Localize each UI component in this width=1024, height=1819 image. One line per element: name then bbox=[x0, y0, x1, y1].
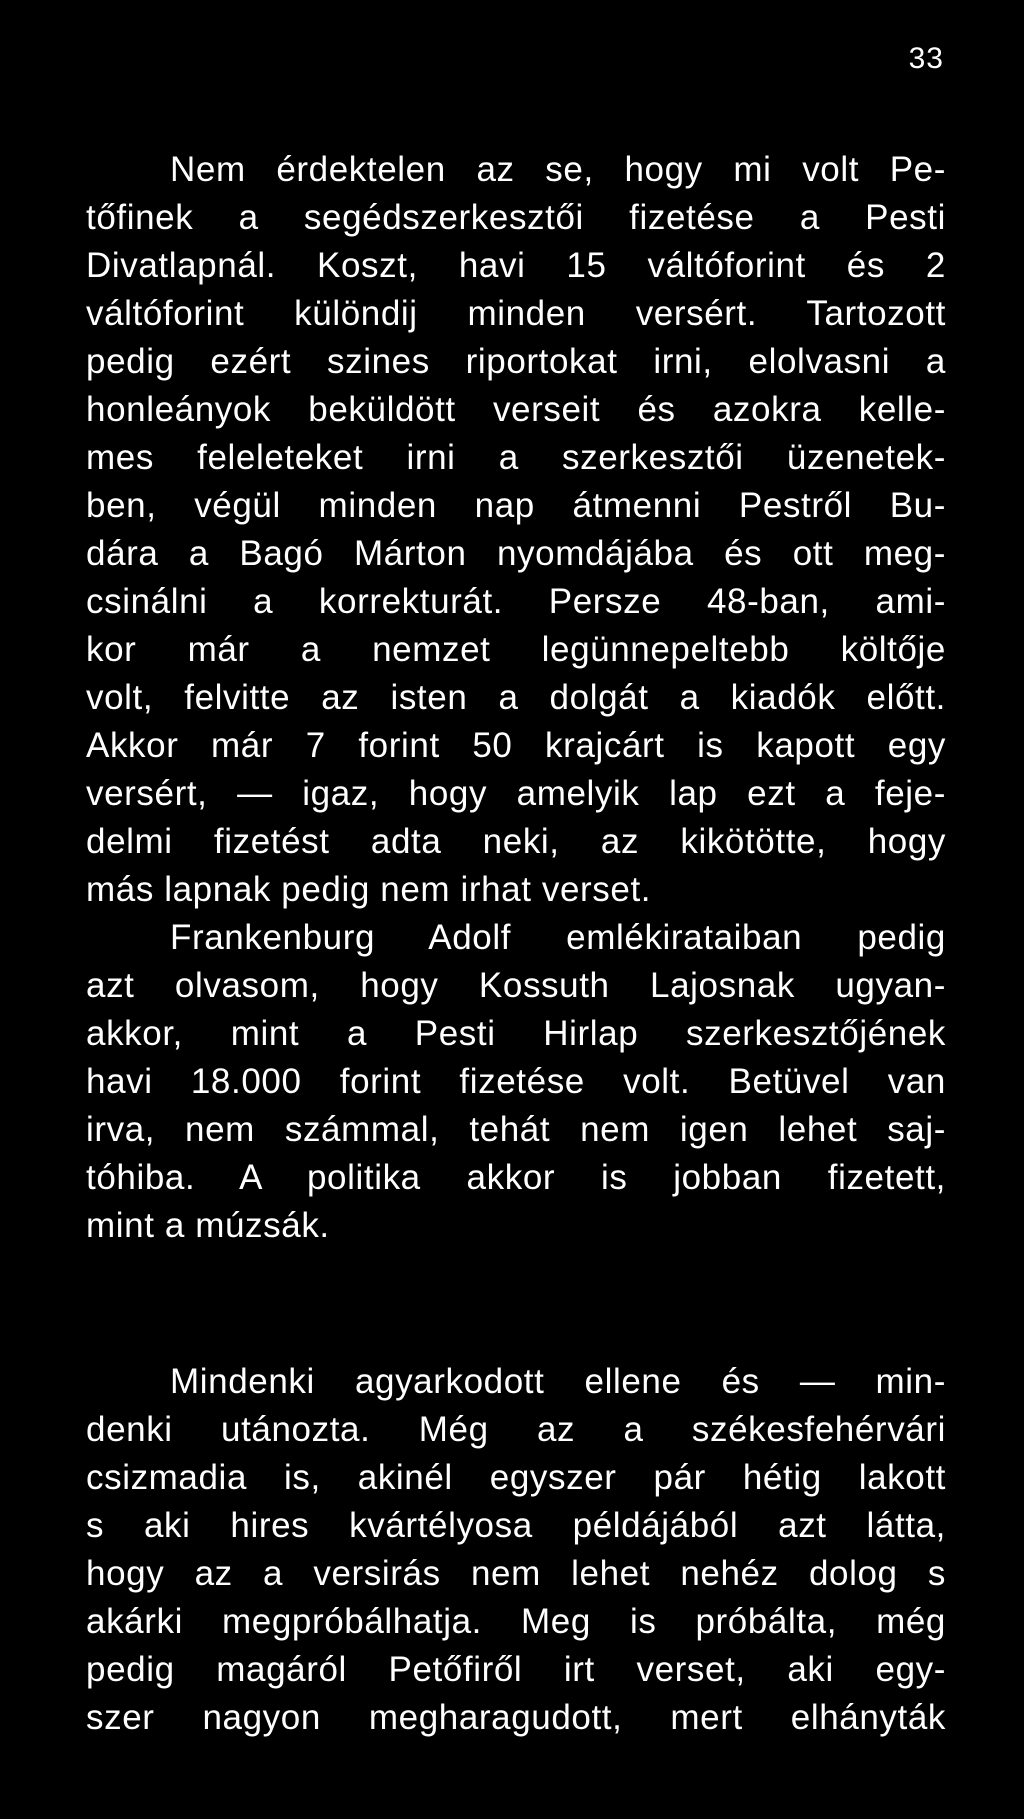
text-line: havi 18.000 forint fizetése volt. Betüvel van bbox=[86, 1062, 946, 1101]
text-line: csizmadia is, akinél egyszer pár hétig lakott bbox=[86, 1458, 946, 1497]
text-line: s aki hires kvártélyosa példájából azt látta, bbox=[86, 1506, 946, 1545]
text-line: más lapnak pedig nem irhat verset. bbox=[86, 870, 652, 909]
text-line: tőfinek a segédszerkesztői fizetése a Pesti bbox=[86, 198, 946, 237]
text-line: irva, nem számmal, tehát nem igen lehet saj- bbox=[86, 1110, 946, 1149]
text-line: hogy az a versirás nem lehet nehéz dolog s bbox=[86, 1554, 946, 1593]
text-line: volt, felvitte az isten a dolgát a kiadók előtt. bbox=[86, 678, 946, 717]
text-line: tóhiba. A politika akkor is jobban fizetett, bbox=[86, 1158, 946, 1197]
text-line: váltóforint különdij minden versért. Tartozott bbox=[86, 294, 946, 333]
text-line: dára a Bagó Márton nyomdájába és ott meg- bbox=[86, 534, 946, 573]
page-number: 33 bbox=[908, 42, 944, 75]
text-line: honleányok beküldött verseit és azokra kelle- bbox=[86, 390, 946, 429]
text-line: Frankenburg Adolf emlékirataiban pedig bbox=[170, 918, 946, 957]
text-line: Divatlapnál. Koszt, havi 15 váltóforint és 2 bbox=[86, 246, 946, 285]
text-line: szer nagyon megharagudott, mert elhányták bbox=[86, 1698, 946, 1737]
text-line: ben, végül minden nap átmenni Pestről Bu- bbox=[86, 486, 946, 525]
text-line: pedig magáról Petőfiről irt verset, aki egy- bbox=[86, 1650, 946, 1689]
paragraph-imitators bbox=[86, 1358, 946, 1742]
text-line: mint a múzsák. bbox=[86, 1206, 330, 1245]
text-line: denki utánozta. Még az a székesfehérvári bbox=[86, 1410, 946, 1449]
text-line: csinálni a korrekturát. Persze 48-ban, ami- bbox=[86, 582, 946, 621]
text-line: kor már a nemzet legünnepeltebb költője bbox=[86, 630, 946, 669]
text-line: Nem érdektelen az se, hogy mi volt Pe- bbox=[170, 150, 946, 189]
text-line: akárki megpróbálhatja. Meg is próbálta, még bbox=[86, 1602, 946, 1641]
text-line: akkor, mint a Pesti Hirlap szerkesztőjének bbox=[86, 1014, 946, 1053]
text-line: versért, — igaz, hogy amelyik lap ezt a feje- bbox=[86, 774, 946, 813]
paragraph-salary bbox=[86, 146, 946, 1250]
text-line: pedig ezért szines riportokat irni, elolvasni a bbox=[86, 342, 946, 381]
text-line: azt olvasom, hogy Kossuth Lajosnak ugyan- bbox=[86, 966, 946, 1005]
text-line: delmi fizetést adta neki, az kikötötte, hogy bbox=[86, 822, 946, 861]
text-line: Akkor már 7 forint 50 krajcárt is kapott egy bbox=[86, 726, 946, 765]
text-line: Mindenki agyarkodott ellene és — min- bbox=[170, 1362, 946, 1401]
text-line: mes feleleteket irni a szerkesztői üzenetek- bbox=[86, 438, 946, 477]
